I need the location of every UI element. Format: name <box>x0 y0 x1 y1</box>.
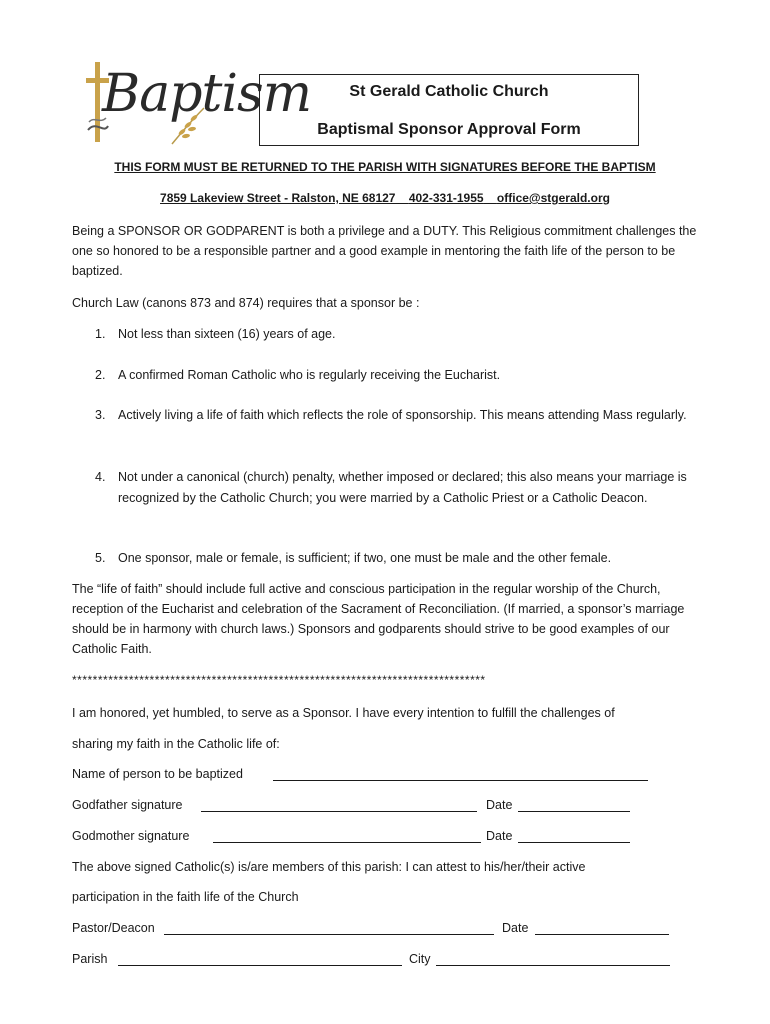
attest-line-1: The above signed Catholic(s) is/are members of this parish: I can attest to his/her/their active <box>72 860 586 874</box>
form-title: Baptismal Sponsor Approval Form <box>317 121 581 138</box>
list-text: A confirmed Roman Catholic who is regularly receiving the Eucharist. <box>118 368 501 382</box>
name-field[interactable] <box>273 780 648 781</box>
intro-paragraph: Being a SPONSOR OR GODPARENT is both a privilege and a DUTY. This Religious commitment challenges the one so honored to be a responsible partner and a good example in mentoring the faith life of the person to be baptized. <box>72 224 697 278</box>
godfather-label: Godfather signature <box>72 798 183 812</box>
title-box <box>259 74 639 146</box>
list-number: 3. <box>95 408 106 422</box>
godfather-date-label: Date <box>486 798 513 812</box>
pastor-signature-field[interactable] <box>164 934 494 935</box>
return-notice: THIS FORM MUST BE RETURNED TO THE PARISH WITH SIGNATURES BEFORE THE BAPTISM <box>114 160 656 174</box>
parish-label: Parish <box>72 952 108 966</box>
list-text: Actively living a life of faith which reflects the role of sponsorship. This means attending Mass regularly. <box>118 408 687 422</box>
godmother-label: Godmother signature <box>72 829 190 843</box>
contact-email[interactable]: office@stgerald.org <box>496 191 610 205</box>
list-number: 1. <box>95 327 106 341</box>
separator: ******************************************************************************** <box>72 673 486 687</box>
pledge-line-1: I am honored, yet humbled, to serve as a Sponsor. I have every intention to fulfill the challenges of <box>72 706 615 720</box>
life-of-faith-paragraph: The “life of faith” should include full active and conscious participation in the regular worship of the Church, reception of the Eucharist and celebration of the Sacrament of Reconciliation. (If married, a sponsor’s marriage should be in harmony with church laws.) Sponsors and godparents should strive to be good examples of our Catholic Faith. <box>72 582 685 656</box>
list-item <box>95 365 705 386</box>
list-item <box>95 467 705 508</box>
godfather-date-field[interactable] <box>518 811 630 812</box>
pastor-label: Pastor/Deacon <box>72 921 155 935</box>
list-item <box>95 405 705 426</box>
contact-phone: 402-331-1955 <box>408 191 484 205</box>
godmother-date-field[interactable] <box>518 842 630 843</box>
list-item <box>95 324 705 345</box>
godmother-date-label: Date <box>486 829 513 843</box>
contact-line <box>0 191 770 205</box>
list-number: 4. <box>95 470 106 484</box>
godmother-signature-field[interactable] <box>213 842 481 843</box>
parish-field[interactable] <box>118 965 402 966</box>
contact-address: 7859 Lakeview Street - Ralston, NE 68127 <box>160 191 396 205</box>
name-label: Name of person to be baptized <box>72 767 243 781</box>
attest-line-2: participation in the faith life of the Church <box>72 890 299 904</box>
list-item <box>95 548 705 569</box>
list-number: 5. <box>95 551 106 565</box>
godfather-signature-field[interactable] <box>201 811 477 812</box>
list-text: Not less than sixteen (16) years of age. <box>118 327 336 341</box>
pastor-date-label: Date <box>502 921 529 935</box>
logo-text: Baptism <box>102 64 312 124</box>
list-text: One sponsor, male or female, is sufficient; if two, one must be male and the other female. <box>118 551 612 565</box>
city-field[interactable] <box>436 965 670 966</box>
canon-law-text: Church Law (canons 873 and 874) requires that a sponsor be : <box>72 296 420 310</box>
pastor-date-field[interactable] <box>535 934 669 935</box>
list-text: Not under a canonical (church) penalty, whether imposed or declared; this also means your marriage is recognized by the Catholic Church; you were married by a Catholic Priest or a Catholic Deacon. <box>118 470 687 505</box>
list-number: 2. <box>95 368 106 382</box>
pledge-line-2: sharing my faith in the Catholic life of: <box>72 737 280 751</box>
city-label: City <box>409 952 431 966</box>
church-name: St Gerald Catholic Church <box>349 83 549 100</box>
baptism-logo <box>72 60 312 148</box>
